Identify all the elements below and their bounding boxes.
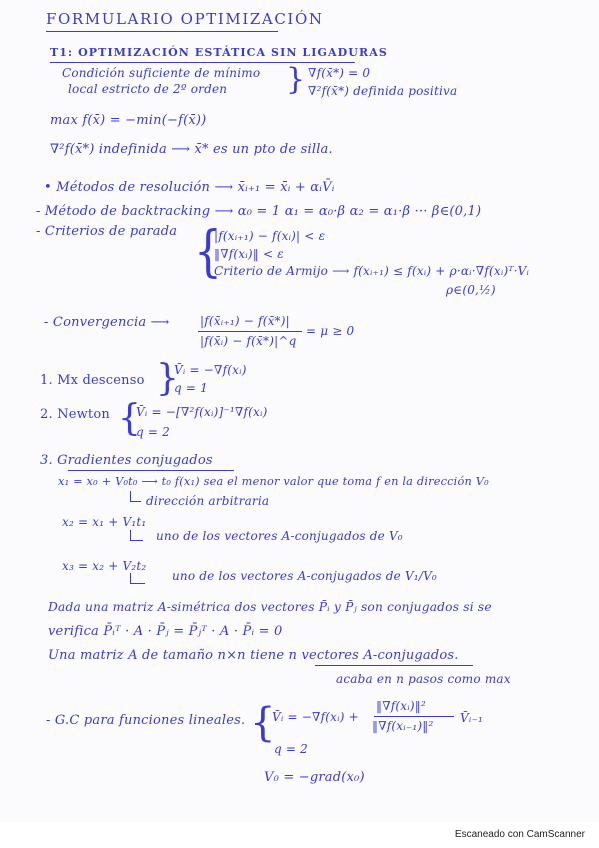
armijo-criterion: Criterio de Armijo ⟶ f(xᵢ₊₁) ≤ f(xᵢ) + ρ·αᵢ·∇f(xᵢ)ᵀ·Vᵢ <box>214 264 530 278</box>
curly-brace: } <box>156 358 179 399</box>
convergence-label: - Convergencia ⟶ <box>44 315 170 330</box>
page-title: FORMULARIO OPTIMIZACIÓN <box>46 10 324 28</box>
condition-label-line-1: Condición suficiente de mínimo <box>62 66 261 80</box>
conjugate-definition-line-3: Una matriz A de tamaño n×n tiene n vectores A-conjugados. <box>48 648 459 663</box>
phrase-underline <box>315 665 473 666</box>
convergence-denominator: |f(x̄ᵢ) − f(x̄*)|^q <box>200 334 297 348</box>
curly-brace: { <box>118 398 141 439</box>
arrow-connector <box>130 491 141 502</box>
conjugate-definition-line-2: verifica P̄ᵢᵀ · A · P̄ⱼ = P̄ⱼᵀ · A · P̄ᵢ = 0 <box>48 624 283 639</box>
curly-brace: } <box>286 62 306 97</box>
method-3-label: 3. Gradientes conjugados <box>40 453 213 468</box>
saddle-point-rule: ∇²f(x̄*) indefinida ⟶ x̄* es un pto de silla. <box>50 142 333 157</box>
condition-label-line-2: local estricto de 2º orden <box>68 82 228 96</box>
scanner-watermark: Escaneado con CamScanner <box>454 829 585 840</box>
step-x3-note: uno de los vectores A-conjugados de V₁/V₀ <box>172 569 437 583</box>
method-1-direction: V̄ᵢ = −∇f(xᵢ) <box>174 363 247 377</box>
heading-underline <box>68 470 234 471</box>
method-2-direction: V̄ᵢ = −[∇²f(xᵢ)]⁻¹∇f(xᵢ) <box>136 405 268 419</box>
subtitle-underline <box>50 62 355 63</box>
convergence-limit: = μ ≥ 0 <box>306 324 355 338</box>
conjugate-definition-line-4: acaba en n pasos como max <box>336 672 511 686</box>
arrow-connector <box>130 573 145 584</box>
step-x2-note: uno de los vectores A-conjugados de V₀ <box>156 529 403 543</box>
condition-gradient: ∇f(x̄*) = 0 <box>308 66 371 80</box>
curly-brace: { <box>194 220 222 284</box>
convergence-numerator: |f(x̄ᵢ₊₁) − f(x̄*)| <box>200 314 290 328</box>
page-subtitle: T1: OPTIMIZACIÓN ESTÁTICA SIN LIGADURAS <box>50 46 388 59</box>
fraction-bar <box>198 331 302 332</box>
method-2-order: q = 2 <box>136 425 170 439</box>
methods-heading: • Métodos de resolución ⟶ x̄ᵢ₊₁ = x̄ᵢ + αᵢV̄ᵢ <box>44 180 335 195</box>
gc-fraction-denominator: ‖∇f(xᵢ₋₁)‖² <box>372 719 434 733</box>
step-x3: x₃ = x₂ + V₂t₂ <box>62 559 147 573</box>
gc-linear-label: - G.C para funciones lineales. <box>46 713 246 728</box>
gc-fraction-numerator: ‖∇f(xᵢ)‖² <box>376 699 426 713</box>
gc-direction: V̄ᵢ = −∇f(xᵢ) + <box>272 710 359 724</box>
step-x2: x₂ = x₁ + V₁t₁ <box>62 515 147 529</box>
condition-hessian: ∇²f(x̄*) definida positiva <box>308 84 458 98</box>
fraction-bar <box>374 716 454 717</box>
method-1-order: q = 1 <box>174 381 208 395</box>
gc-order: q = 2 <box>274 742 308 756</box>
stop-criterion-1: |f(xᵢ₊₁) − f(xᵢ)| < ε <box>214 229 326 243</box>
curly-brace: { <box>250 700 276 746</box>
gc-previous-direction: V̄ᵢ₋₁ <box>460 711 484 725</box>
method-2-label: 2. Newton <box>40 407 110 422</box>
armijo-rho-range: ρ∈(0,½) <box>446 283 496 297</box>
max-min-relation: max f(x̄) = −min(−f(x̄)) <box>50 113 207 128</box>
arrow-connector <box>130 530 143 541</box>
conjugate-definition-line-1: Dada una matriz A-simétrica dos vectores P̄ᵢ y P̄ⱼ son conjugados si se <box>48 600 492 614</box>
step-x1-note: dirección arbitraria <box>146 494 270 508</box>
stop-criteria-label: - Criterios de parada <box>36 224 178 239</box>
title-underline <box>46 31 278 32</box>
initial-direction: V₀ = −grad(x₀) <box>264 770 365 785</box>
step-x1: x₁ = x₀ + V₀t₀ ⟶ t₀ f(x₁) sea el menor valor que toma f en la dirección V₀ <box>58 475 489 488</box>
stop-criterion-2: ‖∇f(xᵢ)‖ < ε <box>214 247 284 261</box>
method-1-label: 1. Mx descenso <box>40 373 145 388</box>
backtracking-line: - Método de backtracking ⟶ α₀ = 1 α₁ = α₀·β α₂ = α₁·β ··· β∈(0,1) <box>36 204 482 219</box>
